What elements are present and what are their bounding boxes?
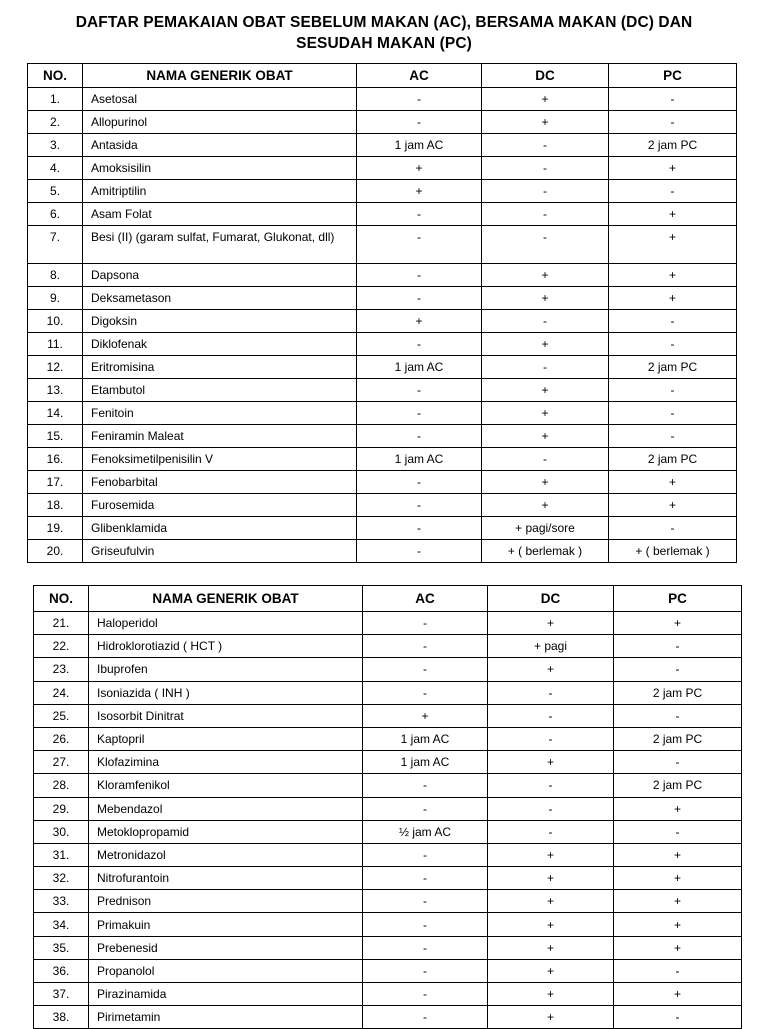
cell-pc: + — [614, 612, 742, 635]
cell-ac: + — [357, 157, 482, 180]
cell-ac: - — [357, 111, 482, 134]
cell-drug-name: Antasida — [83, 134, 357, 157]
cell-drug-name: Nitrofurantoin — [89, 867, 363, 890]
cell-pc: - — [609, 310, 737, 333]
column-header-ac: AC — [357, 64, 482, 88]
column-header-name: NAMA GENERIK OBAT — [89, 586, 363, 612]
cell-drug-name: Fenoksimetilpenisilin V — [83, 448, 357, 471]
cell-no: 33. — [34, 890, 89, 913]
cell-drug-name: Allopurinol — [83, 111, 357, 134]
cell-ac: - — [357, 471, 482, 494]
cell-no: 11. — [28, 333, 83, 356]
table-row — [28, 448, 737, 471]
cell-dc: + — [488, 1006, 614, 1029]
cell-pc: - — [614, 658, 742, 681]
column-header-dc: DC — [482, 64, 609, 88]
cell-pc: - — [614, 704, 742, 727]
cell-ac: - — [357, 379, 482, 402]
cell-no: 2. — [28, 111, 83, 134]
cell-drug-name: Primakuin — [89, 913, 363, 936]
table-row — [28, 287, 737, 310]
table-row — [28, 333, 737, 356]
table-row — [28, 264, 737, 287]
cell-no: 10. — [28, 310, 83, 333]
cell-no: 23. — [34, 658, 89, 681]
cell-pc: - — [614, 751, 742, 774]
cell-ac: + — [357, 310, 482, 333]
cell-drug-name: Haloperidol — [89, 612, 363, 635]
cell-dc: - — [482, 226, 609, 264]
cell-no: 15. — [28, 425, 83, 448]
cell-dc: - — [488, 774, 614, 797]
table-row — [34, 704, 742, 727]
cell-no: 30. — [34, 820, 89, 843]
cell-drug-name: Dapsona — [83, 264, 357, 287]
cell-no: 28. — [34, 774, 89, 797]
page-title-line-1: DAFTAR PEMAKAIAN OBAT SEBELUM MAKAN (AC), BERSAMA MAKAN (DC) DAN — [75, 14, 693, 31]
cell-drug-name: Deksametason — [83, 287, 357, 310]
cell-dc: + — [482, 88, 609, 111]
cell-no: 20. — [28, 540, 83, 563]
cell-drug-name: Etambutol — [83, 379, 357, 402]
cell-no: 26. — [34, 727, 89, 750]
table-row — [28, 494, 737, 517]
table-row — [34, 936, 742, 959]
cell-dc: - — [482, 180, 609, 203]
table-row — [28, 310, 737, 333]
table-row — [34, 635, 742, 658]
cell-ac: 1 jam AC — [357, 448, 482, 471]
table-row — [34, 843, 742, 866]
cell-drug-name: Eritromisina — [83, 356, 357, 379]
table-row — [34, 867, 742, 890]
table-row — [34, 751, 742, 774]
cell-drug-name: Amoksisilin — [83, 157, 357, 180]
cell-pc: + — [609, 157, 737, 180]
cell-drug-name: Pirazinamida — [89, 983, 363, 1006]
cell-no: 14. — [28, 402, 83, 425]
cell-ac: - — [363, 681, 488, 704]
cell-pc: - — [614, 820, 742, 843]
cell-dc: + — [482, 379, 609, 402]
cell-drug-name: Kloramfenikol — [89, 774, 363, 797]
table-row — [28, 180, 737, 203]
cell-pc: - — [609, 111, 737, 134]
cell-ac: ½ jam AC — [363, 820, 488, 843]
table-row — [28, 402, 737, 425]
cell-drug-name: Digoksin — [83, 310, 357, 333]
cell-dc: + — [482, 471, 609, 494]
cell-pc: + — [614, 890, 742, 913]
cell-ac: - — [363, 658, 488, 681]
cell-dc: + — [482, 402, 609, 425]
cell-drug-name: Metoklopropamid — [89, 820, 363, 843]
cell-dc: - — [488, 727, 614, 750]
cell-ac: - — [363, 867, 488, 890]
cell-drug-name: Isoniazida ( INH ) — [89, 681, 363, 704]
cell-dc: + — [488, 751, 614, 774]
cell-ac: - — [357, 402, 482, 425]
cell-dc: + — [482, 287, 609, 310]
cell-no: 22. — [34, 635, 89, 658]
table-header-row — [28, 64, 737, 88]
cell-no: 8. — [28, 264, 83, 287]
cell-dc: + — [482, 494, 609, 517]
cell-dc: + pagi/sore — [482, 517, 609, 540]
cell-dc: + — [482, 333, 609, 356]
cell-no: 9. — [28, 287, 83, 310]
cell-dc: - — [488, 820, 614, 843]
table-row — [28, 157, 737, 180]
cell-pc: - — [609, 402, 737, 425]
cell-no: 31. — [34, 843, 89, 866]
cell-dc: + — [488, 612, 614, 635]
cell-dc: + — [488, 936, 614, 959]
cell-pc: + — [609, 226, 737, 264]
cell-ac: + — [363, 704, 488, 727]
cell-ac: - — [363, 774, 488, 797]
drug-table-1 — [27, 63, 737, 563]
table-row — [34, 681, 742, 704]
cell-pc: + — [614, 797, 742, 820]
table-row — [28, 425, 737, 448]
cell-drug-name: Propanolol — [89, 959, 363, 982]
cell-dc: + — [482, 425, 609, 448]
cell-pc: + — [614, 936, 742, 959]
table-row — [28, 517, 737, 540]
cell-ac: - — [357, 203, 482, 226]
cell-pc: - — [609, 517, 737, 540]
cell-pc: + — [614, 843, 742, 866]
cell-no: 3. — [28, 134, 83, 157]
table-row — [34, 774, 742, 797]
page-title — [20, 12, 748, 54]
table-row — [28, 88, 737, 111]
table-row — [28, 111, 737, 134]
cell-no: 29. — [34, 797, 89, 820]
cell-dc: + ( berlemak ) — [482, 540, 609, 563]
cell-no: 19. — [28, 517, 83, 540]
cell-pc: - — [614, 959, 742, 982]
cell-drug-name: Ibuprofen — [89, 658, 363, 681]
cell-drug-name: Prednison — [89, 890, 363, 913]
table-row — [28, 356, 737, 379]
cell-ac: - — [363, 959, 488, 982]
cell-ac: 1 jam AC — [363, 727, 488, 750]
cell-dc: - — [482, 310, 609, 333]
column-header-dc: DC — [488, 586, 614, 612]
cell-pc: - — [614, 1006, 742, 1029]
cell-drug-name: Pirimetamin — [89, 1006, 363, 1029]
table-row — [34, 820, 742, 843]
page-title-line-2: SESUDAH MAKAN (PC) — [296, 35, 472, 52]
cell-drug-name: Kaptopril — [89, 727, 363, 750]
cell-dc: + — [488, 658, 614, 681]
cell-dc: + pagi — [488, 635, 614, 658]
column-header-pc: PC — [609, 64, 737, 88]
cell-pc: + — [609, 494, 737, 517]
cell-ac: - — [357, 88, 482, 111]
cell-no: 4. — [28, 157, 83, 180]
table-header-row — [34, 586, 742, 612]
cell-no: 34. — [34, 913, 89, 936]
cell-drug-name: Fenitoin — [83, 402, 357, 425]
cell-dc: + — [488, 983, 614, 1006]
cell-pc: + — [614, 983, 742, 1006]
table-row — [34, 797, 742, 820]
cell-no: 5. — [28, 180, 83, 203]
cell-pc: - — [609, 333, 737, 356]
cell-no: 12. — [28, 356, 83, 379]
cell-pc: + — [609, 287, 737, 310]
cell-ac: - — [357, 287, 482, 310]
cell-ac: 1 jam AC — [363, 751, 488, 774]
cell-dc: - — [482, 134, 609, 157]
cell-pc: + — [609, 471, 737, 494]
cell-drug-name: Prebenesid — [89, 936, 363, 959]
cell-no: 13. — [28, 379, 83, 402]
cell-pc: 2 jam PC — [614, 774, 742, 797]
cell-pc: 2 jam PC — [609, 448, 737, 471]
cell-dc: - — [482, 203, 609, 226]
cell-ac: - — [357, 226, 482, 264]
cell-no: 27. — [34, 751, 89, 774]
column-header-no: NO. — [34, 586, 89, 612]
cell-pc: + — [609, 264, 737, 287]
cell-no: 32. — [34, 867, 89, 890]
cell-drug-name: Fenobarbital — [83, 471, 357, 494]
cell-drug-name: Hidroklorotiazid ( HCT ) — [89, 635, 363, 658]
cell-pc: + ( berlemak ) — [609, 540, 737, 563]
cell-ac: + — [357, 180, 482, 203]
cell-no: 38. — [34, 1006, 89, 1029]
cell-drug-name: Metronidazol — [89, 843, 363, 866]
cell-ac: - — [363, 913, 488, 936]
drug-table-2-body — [34, 612, 742, 1029]
cell-pc: - — [609, 379, 737, 402]
cell-no: 6. — [28, 203, 83, 226]
cell-dc: - — [488, 681, 614, 704]
cell-no: 37. — [34, 983, 89, 1006]
cell-pc: - — [609, 180, 737, 203]
cell-ac: - — [357, 264, 482, 287]
cell-ac: - — [357, 540, 482, 563]
cell-dc: - — [482, 356, 609, 379]
cell-ac: - — [363, 635, 488, 658]
cell-drug-name: Furosemida — [83, 494, 357, 517]
table-row — [34, 727, 742, 750]
cell-ac: - — [363, 890, 488, 913]
cell-ac: - — [363, 936, 488, 959]
table-row — [28, 471, 737, 494]
table-row — [34, 890, 742, 913]
cell-drug-name: Asam Folat — [83, 203, 357, 226]
cell-dc: - — [482, 157, 609, 180]
cell-drug-name: Glibenklamida — [83, 517, 357, 540]
cell-dc: + — [488, 890, 614, 913]
cell-drug-name: Diklofenak — [83, 333, 357, 356]
cell-ac: 1 jam AC — [357, 356, 482, 379]
cell-dc: - — [488, 704, 614, 727]
cell-no: 16. — [28, 448, 83, 471]
cell-dc: - — [482, 448, 609, 471]
cell-drug-name: Mebendazol — [89, 797, 363, 820]
cell-ac: - — [363, 843, 488, 866]
cell-pc: 2 jam PC — [614, 681, 742, 704]
cell-drug-name: Asetosal — [83, 88, 357, 111]
table-row — [34, 612, 742, 635]
table-row — [28, 203, 737, 226]
drug-table-1-body — [28, 88, 737, 563]
table-row — [34, 658, 742, 681]
cell-no: 7. — [28, 226, 83, 264]
cell-pc: + — [614, 867, 742, 890]
cell-no: 1. — [28, 88, 83, 111]
cell-pc: + — [609, 203, 737, 226]
table-row — [34, 913, 742, 936]
table-row — [34, 1006, 742, 1029]
cell-no: 35. — [34, 936, 89, 959]
table-row — [34, 959, 742, 982]
cell-ac: - — [363, 983, 488, 1006]
cell-dc: + — [482, 111, 609, 134]
cell-drug-name: Griseufulvin — [83, 540, 357, 563]
cell-no: 18. — [28, 494, 83, 517]
cell-ac: - — [363, 797, 488, 820]
column-header-no: NO. — [28, 64, 83, 88]
cell-ac: - — [357, 333, 482, 356]
cell-drug-name: Klofazimina — [89, 751, 363, 774]
cell-no: 17. — [28, 471, 83, 494]
column-header-ac: AC — [363, 586, 488, 612]
cell-dc: + — [488, 843, 614, 866]
cell-dc: - — [488, 797, 614, 820]
cell-no: 24. — [34, 681, 89, 704]
cell-no: 25. — [34, 704, 89, 727]
table-row — [28, 226, 737, 264]
cell-no: 36. — [34, 959, 89, 982]
cell-ac: - — [357, 494, 482, 517]
table-row — [28, 379, 737, 402]
cell-pc: 2 jam PC — [609, 134, 737, 157]
cell-ac: 1 jam AC — [357, 134, 482, 157]
cell-pc: - — [609, 425, 737, 448]
column-header-name: NAMA GENERIK OBAT — [83, 64, 357, 88]
cell-pc: 2 jam PC — [614, 727, 742, 750]
cell-dc: + — [488, 913, 614, 936]
cell-no: 21. — [34, 612, 89, 635]
cell-pc: 2 jam PC — [609, 356, 737, 379]
cell-ac: - — [363, 1006, 488, 1029]
cell-pc: - — [609, 88, 737, 111]
cell-drug-name: Amitriptilin — [83, 180, 357, 203]
drug-table-2 — [33, 585, 742, 1029]
column-header-pc: PC — [614, 586, 742, 612]
cell-dc: + — [488, 959, 614, 982]
cell-ac: - — [363, 612, 488, 635]
table-row — [34, 983, 742, 1006]
cell-dc: + — [488, 867, 614, 890]
cell-ac: - — [357, 517, 482, 540]
table-row — [28, 540, 737, 563]
cell-pc: - — [614, 635, 742, 658]
table-row — [28, 134, 737, 157]
cell-drug-name: Feniramin Maleat — [83, 425, 357, 448]
cell-dc: + — [482, 264, 609, 287]
cell-drug-name: Isosorbit Dinitrat — [89, 704, 363, 727]
cell-ac: - — [357, 425, 482, 448]
cell-pc: + — [614, 913, 742, 936]
cell-drug-name: Besi (II) (garam sulfat, Fumarat, Glukonat, dll) — [83, 226, 357, 264]
